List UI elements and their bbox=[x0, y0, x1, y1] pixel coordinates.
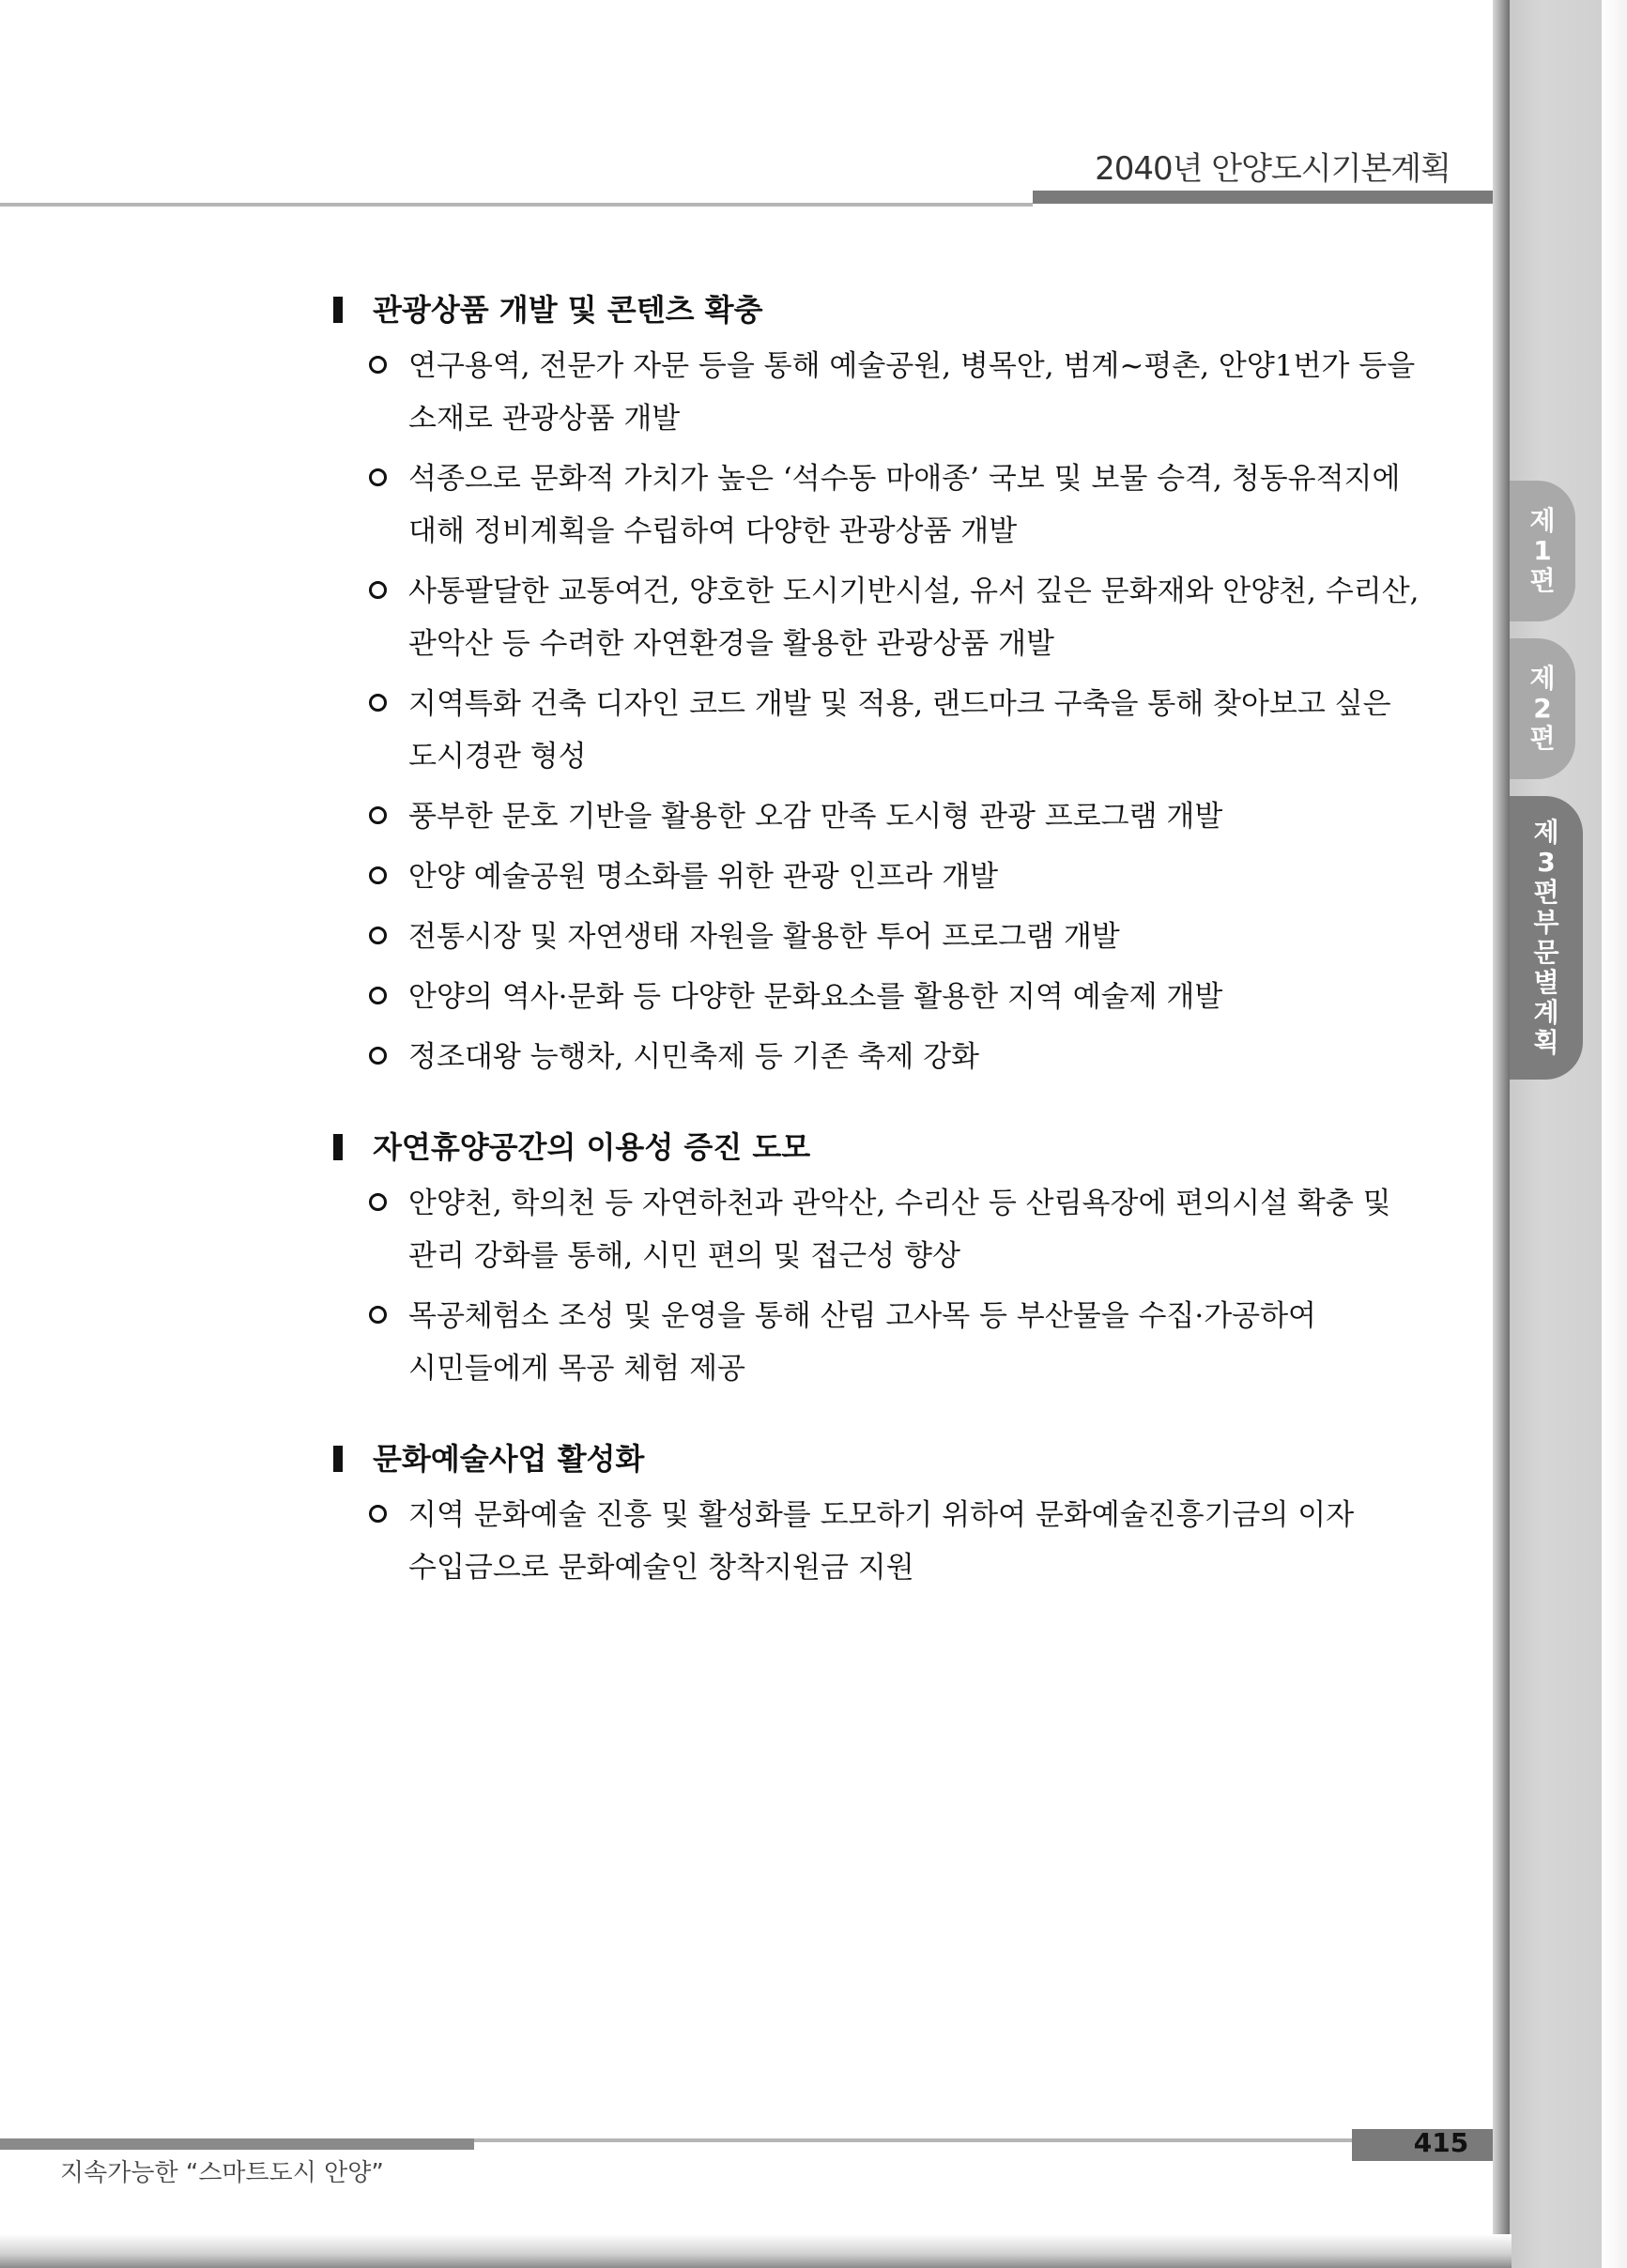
item-line: 대해 정비계획을 수립하여 다양한 관광상품 개발 bbox=[408, 514, 1018, 548]
section-heading-text: 자연휴양공간의 이용성 증진 도모 bbox=[373, 1129, 811, 1165]
circle-bullet-icon bbox=[369, 1047, 387, 1065]
list-item bbox=[333, 790, 1413, 843]
item-line: 소재로 관광상품 개발 bbox=[408, 402, 681, 436]
heading-marker bbox=[333, 1446, 343, 1472]
section-natural-recreation bbox=[333, 1119, 1413, 1395]
tab-part-3-active[interactable] bbox=[1510, 796, 1583, 1080]
tab-part-2[interactable] bbox=[1510, 638, 1575, 779]
item-line: 연구용역, 전문가 자문 등을 통해 예술공원, 병목안, 범계~평촌, 안양1번가 등을 bbox=[408, 349, 1416, 383]
circle-bullet-icon bbox=[369, 1505, 387, 1523]
tab-char: 계 bbox=[1533, 997, 1559, 1028]
list-item bbox=[333, 340, 1416, 445]
header-title: 2040년 안양도시기본계획 bbox=[1095, 150, 1450, 188]
circle-bullet-icon bbox=[369, 866, 387, 884]
list-item bbox=[333, 1031, 1413, 1083]
header-rule bbox=[0, 203, 1033, 207]
item-line: 관리 강화를 통해, 시민 편의 및 접근성 향상 bbox=[408, 1239, 960, 1273]
tab-char: 별 bbox=[1533, 967, 1559, 998]
header-rule-accent bbox=[1033, 191, 1493, 204]
footer-rule-accent bbox=[0, 2138, 474, 2150]
heading-marker bbox=[333, 297, 343, 323]
tab-char: 부 bbox=[1533, 907, 1559, 938]
section-heading bbox=[333, 1431, 1413, 1487]
tab-char: 제 bbox=[1529, 505, 1556, 536]
circle-bullet-icon bbox=[369, 806, 387, 824]
section-heading bbox=[333, 282, 1413, 338]
circle-bullet-icon bbox=[369, 694, 387, 712]
list-item bbox=[333, 911, 1413, 963]
circle-bullet-icon bbox=[369, 987, 387, 1004]
page-number: 415 bbox=[1413, 2127, 1469, 2158]
tab-char: 편 bbox=[1529, 565, 1556, 596]
item-line: 안양 예술공원 명소화를 위한 관광 인프라 개발 bbox=[408, 860, 999, 894]
page-edge-shadow bbox=[1493, 0, 1510, 2268]
item-line: 수입금으로 문화예술인 창착지원금 지원 bbox=[408, 1551, 914, 1585]
main-content bbox=[333, 282, 1420, 1630]
heading-marker bbox=[333, 1134, 343, 1160]
list-item bbox=[333, 850, 1413, 903]
footer-slogan: 지속가능한 “스마트도시 안양” bbox=[60, 2159, 384, 2187]
item-line: 안양의 역사·문화 등 다양한 문화요소를 활용한 지역 예술제 개발 bbox=[408, 980, 1223, 1014]
section-heading-text: 관광상품 개발 및 콘텐츠 확충 bbox=[373, 292, 763, 328]
circle-bullet-icon bbox=[369, 468, 387, 486]
item-line: 석종으로 문화적 가치가 높은 ‘석수동 마애종’ 국보 및 보물 승격, 청동유적지에 bbox=[408, 462, 1401, 496]
item-line: 관악산 등 수려한 자연환경을 활용한 관광상품 개발 bbox=[408, 627, 1054, 661]
list-item bbox=[333, 565, 1420, 670]
item-line: 사통팔달한 교통여건, 양호한 도시기반시설, 유서 깊은 문화재와 안양천, 수리산, bbox=[408, 575, 1420, 608]
section-culture-arts bbox=[333, 1431, 1413, 1594]
list-item bbox=[333, 1489, 1413, 1594]
tab-char: 제 bbox=[1533, 817, 1559, 848]
item-line: 풍부한 문호 기반을 활용한 오감 만족 도시형 관광 프로그램 개발 bbox=[408, 800, 1223, 834]
circle-bullet-icon bbox=[369, 1193, 387, 1211]
circle-bullet-icon bbox=[369, 1306, 387, 1324]
tab-char: 편 bbox=[1529, 723, 1556, 754]
list-item bbox=[333, 1177, 1413, 1282]
item-line: 정조대왕 능행차, 시민축제 등 기존 축제 강화 bbox=[408, 1040, 980, 1074]
tab-char: 문 bbox=[1533, 937, 1559, 968]
item-line: 목공체험소 조성 및 운영을 통해 산림 고사목 등 부산물을 수집·가공하여 bbox=[408, 1299, 1316, 1333]
list-item bbox=[333, 971, 1413, 1023]
list-item bbox=[333, 1290, 1413, 1395]
item-line: 지역특화 건축 디자인 코드 개발 및 적용, 랜드마크 구축을 통해 찾아보고 싶은 bbox=[408, 687, 1391, 721]
tab-char: 획 bbox=[1533, 1027, 1559, 1058]
list-item bbox=[333, 678, 1413, 783]
item-line: 지역 문화예술 진흥 및 활성화를 도모하기 위하여 문화예술진흥기금의 이자 bbox=[408, 1498, 1355, 1532]
circle-bullet-icon bbox=[369, 581, 387, 599]
item-line: 전통시장 및 자연생태 자원을 활용한 투어 프로그램 개발 bbox=[408, 920, 1120, 954]
circle-bullet-icon bbox=[369, 927, 387, 944]
tab-char: 3 bbox=[1537, 847, 1556, 878]
tab-char: 편 bbox=[1533, 877, 1559, 908]
tab-part-1[interactable] bbox=[1510, 481, 1575, 621]
item-line: 안양천, 학의천 등 자연하천과 관악산, 수리산 등 산림욕장에 편의시설 확충 및 bbox=[408, 1187, 1391, 1220]
tab-char: 2 bbox=[1533, 693, 1552, 724]
section-tourism bbox=[333, 282, 1420, 1083]
page-edge-strip bbox=[1602, 0, 1627, 2268]
item-line: 도시경관 형성 bbox=[408, 740, 587, 774]
section-heading-text: 문화예술사업 활성화 bbox=[373, 1441, 645, 1477]
page-bottom-shadow bbox=[0, 2234, 1512, 2268]
section-heading bbox=[333, 1119, 1413, 1175]
list-item bbox=[333, 452, 1413, 558]
circle-bullet-icon bbox=[369, 356, 387, 374]
tab-char: 제 bbox=[1529, 663, 1556, 694]
item-line: 시민들에게 목공 체험 제공 bbox=[408, 1352, 745, 1386]
tab-char: 1 bbox=[1533, 535, 1552, 566]
page-edge-gray bbox=[1510, 0, 1615, 2268]
